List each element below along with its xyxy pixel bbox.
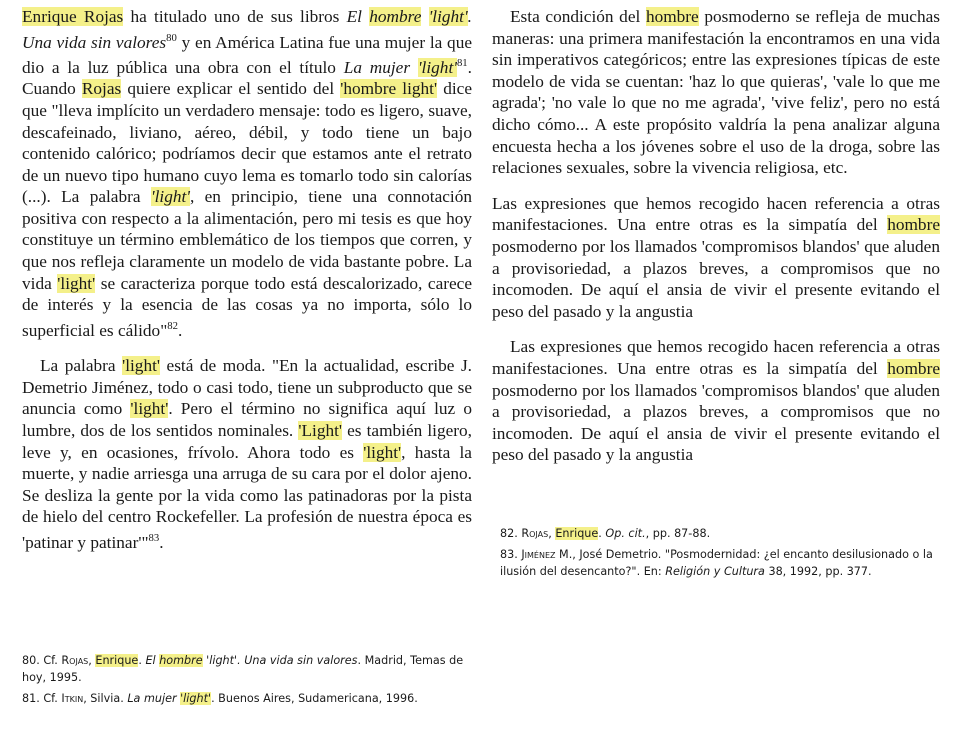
highlighted-text: 'light' [122,356,161,376]
text-run: Las expresiones que hemos recogido hacen referencia a otras manifestaciones. Una entre otras es la simpatía del [492,337,940,378]
text-run: se caracteriza porque todo está descalorizado, carece de interés y la esencia de las cosas ya no importa, sólo lo superficial es cálido" [22,273,472,340]
text-run: , en principio, tiene una connotación positiva con respecto a la alimentación, pero mi tesis es que hoy constituye un término emblemático de los tiempos que corren, y que nos refleja claramente un modelo de vida bastante pobre. La vida [22,187,473,293]
text-run: , Silvia. [83,692,128,705]
footnotes-right [500,525,940,580]
highlighted-text: 'light' [363,442,402,462]
text-run: La palabra [40,356,123,376]
footnote [500,525,940,542]
text-run: . Una vida sin valores [237,654,358,667]
text-run: Op. cit. [605,527,646,540]
highlighted-text: 'Light' [298,420,343,440]
footnote [500,546,940,580]
highlighted-text: 'light' [417,57,457,77]
body-paragraph [22,355,472,553]
text-run: , [88,654,96,667]
footnote [22,652,474,686]
footnotes-left [22,652,474,707]
highlighted-text: 'light' [428,7,468,26]
highlighted-text: hombre [369,7,422,26]
text-run: , hasta la muerte, y nadie arriesga una arruga de su cara por el dolor ajeno. Se desliza la gente por la vida como las patinadoras por la pista de hielo del centro Rockefeller. La profesión de nuestra época es 'patinar y patinar'" [22,442,472,552]
highlighted-text: 'light' [57,273,96,293]
text-run: El [346,7,370,26]
text-run [421,7,428,26]
left-column [22,6,472,553]
highlighted-text: 'light' [130,399,169,419]
footnote-marker: 83 [148,531,160,544]
highlighted-text: 'light' [180,692,212,705]
highlighted-text: 'hombre light' [340,79,438,99]
footnote-marker: 82 [167,319,178,332]
text-run: El [145,654,160,667]
text-run: , pp. 87-88. [645,527,711,540]
text-run: posmoderno por los llamados 'compromisos blandos' que aluden a provisoriedad, a plazos breves, a compromisos que no incomoden. De aquí el ansia de vivir el presente evitando el peso del pasado y la angustia [492,380,940,465]
text-run: Religión y Cultura [665,565,765,578]
text-run: , [548,527,556,540]
text-run: . Buenos Aires, Sudamericana, 1996. [211,692,418,705]
text-run: Itkin [61,692,84,705]
text-run: es también ligero, leve y, en ocasiones, frívolo. Ahora todo es [22,420,472,462]
text-run: La mujer [343,57,418,77]
text-run: . [159,532,164,552]
right-column [492,6,940,466]
highlighted-text: Enrique [95,654,139,667]
text-run: 80. Cf. [22,654,62,667]
highlighted-text: Rojas [81,79,122,99]
text-run: 82. [500,527,522,540]
text-run: está de moda. "En la actualidad, escribe J. Demetrio Jiménez, todo o casi todo, tiene un subproducto que se anuncia como [22,356,472,419]
highlighted-text: hombre [887,358,940,378]
text-run: . Madrid, Temas de hoy, 1995. [22,654,464,684]
highlighted-text: 'light' [150,187,190,207]
text-run: 'light' [202,654,238,667]
footnote-marker: 80 [166,31,177,44]
text-run: La mujer [127,692,181,705]
highlighted-text: Enrique [555,527,599,540]
text-run: . Cuando [22,57,472,99]
highlighted-text: hombre [159,654,203,667]
text-run: . [177,320,183,340]
text-run: posmoderno por los llamados 'compromisos blandos' que aluden a provisoriedad, a plazos breves, a compromisos que no incomoden. De aquí el ansia de vivir el presente evitando el peso del pasado y la angustia [492,236,940,321]
text-run: y en América Latina fue una mujer la que dio a la luz pública una obra con el título [22,32,473,77]
text-run: Las expresiones que hemos recogido hacen referencia a otras manifestaciones. Una entre otras es la simpatía del [492,193,940,235]
text-run: posmoderno se refleja de muchas maneras: una primera manifestación la encontramos en una vida sin imperativos categóricos; entre las expresiones típicas de este modelo de vida se cuentan: 'haz lo que quieras', 'vale lo que me agrada'; 'no vale lo que no me agrada', 'vive feliz', pero no está dicho cómo... A este propósito valdría la pena analizar alguna encuesta hecha a los jóvenes sobre el uso de la droga, sobre las relaciones sexuales, sobre la vivencia religiosa, etc. [492,7,940,178]
highlighted-text: hombre [645,7,699,26]
text-run: dice que "lleva implícito un verdadero mensaje: todo es ligero, suave, descafeinado, liviano, aéreo, débil, y todo tiene un bajo contenido calórico; podríamos decir que estamos ante el retrato de un nuevo tipo humano cuyo lema es tomarlo todo sin calorías (...). La palabra [22,79,472,207]
highlighted-text: hombre [887,215,940,235]
body-paragraph [22,6,472,341]
text-run: 81. Cf. [22,692,62,705]
text-run: . [138,654,146,667]
text-run: 83. [500,548,522,561]
text-run: . Una vida sin valores [22,7,472,52]
text-run: Rojas [61,654,89,667]
body-paragraph [492,6,940,179]
body-paragraph [492,193,940,323]
footnote [22,690,474,707]
text-run: Jiménez [521,548,556,561]
body-paragraph [492,336,940,466]
text-run: . [598,527,606,540]
text-run: Rojas [521,527,549,540]
highlighted-text: Enrique Rojas [22,7,124,26]
text-run: M., José Demetrio. "Posmodernidad: ¿el encanto desilusionado o la ilusión del desencanto?". En: [500,548,933,578]
text-run: Esta condición del [510,7,646,26]
text-run: ha titulado uno de sus libros [123,7,347,26]
text-run: 38, 1992, pp. 377. [764,565,872,578]
text-run: . Pero el término no significa aquí luz o lumbre, dos de los sentidos nominales. [22,399,472,440]
text-run: quiere explicar el sentido del [121,79,341,99]
footnote-marker: 81 [456,56,468,69]
